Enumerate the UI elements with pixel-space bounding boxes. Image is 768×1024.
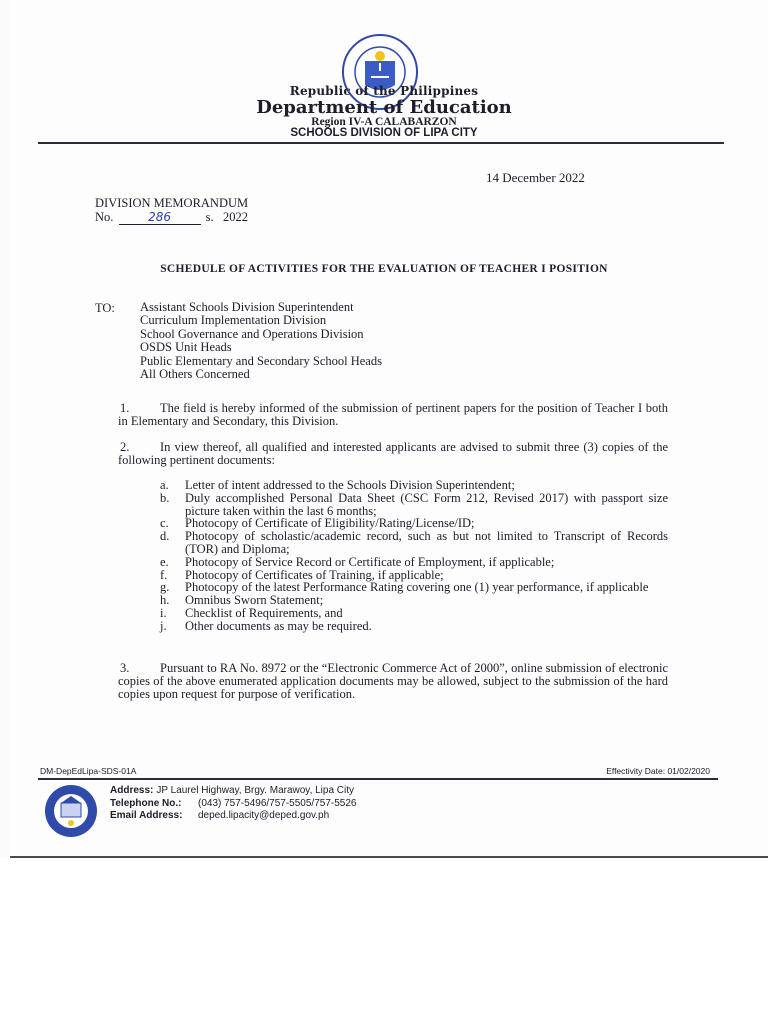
memo-series-year: 2022 [223, 210, 249, 224]
recipient-item: Curriculum Implementation Division [140, 313, 327, 328]
address-line [110, 785, 356, 798]
requirement-text: Other documents as may be required. [185, 618, 372, 633]
memo-subject: SCHEDULE OF ACTIVITIES FOR THE EVALUATION OF TEACHER I POSITION [160, 263, 608, 275]
division-heading: SCHOOLS DIVISION OF LIPA CITY [290, 127, 478, 139]
requirement-text: Omnibus Sworn Statement; [185, 593, 324, 608]
requirement-text: Photocopy of Certificates of Training, if applicable; [185, 567, 444, 582]
address-label: Address: [110, 785, 154, 796]
requirement-text: Photocopy of the latest Performance Rating covering one (1) year performance, if applicable [185, 580, 649, 595]
header-divider [38, 142, 724, 144]
requirement-letter: h. [160, 593, 170, 608]
recipient-item: All Others Concerned [140, 367, 250, 382]
memo-number-line [95, 210, 248, 225]
memo-date: 14 December 2022 [486, 170, 585, 185]
recipient-item: OSDS Unit Heads [140, 340, 232, 355]
requirement-letter: e. [160, 554, 169, 569]
requirement-item [160, 530, 668, 556]
requirement-text: Photocopy of Service Record or Certificate of Employment, if applicable; [185, 554, 555, 569]
to-label: TO: [95, 301, 115, 315]
requirement-letter: c. [160, 516, 169, 531]
paragraph-text: In view thereof, all qualified and interested applicants are advised to submit three (3) copies of the following pertinent documents: [118, 440, 668, 468]
paragraph-number: 1. [120, 401, 130, 415]
requirement-item [160, 556, 668, 569]
recipient-item: School Governance and Operations Division [140, 326, 364, 341]
email-line [110, 810, 356, 823]
memo-type: DIVISION MEMORANDUM [95, 196, 249, 210]
memo-number-prefix: No. [95, 210, 114, 224]
recipient-list [140, 301, 382, 381]
contact-info [110, 785, 356, 823]
department-heading: Department of Education [256, 97, 512, 118]
paragraph-text: The field is hereby informed of the submission of pertinent papers for the position of Teacher I both in Elementary and Secondary, this Division. [118, 401, 668, 429]
recipient-item: Public Elementary and Secondary School Heads [140, 353, 382, 368]
requirement-letter: b. [160, 490, 170, 505]
requirement-item [160, 479, 668, 492]
telephone-value: (043) 757-5496/757-5505/757-5526 [198, 797, 357, 809]
footer-divider [38, 778, 718, 780]
requirement-text: Checklist of Requirements, and [185, 605, 343, 620]
requirement-item [160, 607, 668, 620]
paragraph-1 [118, 402, 668, 428]
requirement-text: Duly accomplished Personal Data Sheet (CSC Form 212, Revised 2017) with passport size picture taken within the last 6 months; [185, 490, 668, 518]
requirement-letter: g. [160, 580, 170, 595]
republic-heading: Republic of the Philippines [289, 84, 479, 98]
effectivity-date: Effectivity Date: 01/02/2020 [606, 766, 710, 776]
memo-series-prefix: s. [205, 210, 214, 224]
paragraph-number: 3. [120, 661, 130, 675]
requirement-letter: i. [160, 605, 167, 620]
requirement-text: Photocopy of scholastic/academic record, such as but not limited to Transcript of Records (TOR) and Diploma; [185, 529, 668, 556]
telephone-line [110, 798, 356, 811]
document-code: DM-DepEdLipa-SDS-01A [40, 766, 137, 776]
paragraph-2 [118, 441, 668, 467]
paragraph-text: Pursuant to RA No. 8972 or the “Electronic Commerce Act of 2000”, online submission of electronic copies of the above enumerated application documents may be allowed, subject to the submission of the hard copies upon request for purpose of verification. [118, 661, 668, 702]
requirement-text: Photocopy of Certificate of Eligibility/Rating/License/ID; [185, 516, 475, 531]
requirement-item [160, 620, 668, 633]
telephone-label: Telephone No.: [110, 797, 182, 809]
requirement-letter: a. [160, 478, 169, 492]
requirement-text: Letter of intent addressed to the Schools Division Superintendent; [185, 478, 515, 492]
email-value: deped.lipacity@deped.gov.ph [198, 810, 330, 821]
division-seal-logo [37, 783, 105, 839]
address-value: JP Laurel Highway, Brgy. Marawoy, Lipa City [156, 785, 355, 796]
requirement-letter: f. [160, 567, 168, 582]
requirement-letter: j. [160, 618, 167, 633]
requirement-item [160, 492, 668, 518]
requirements-list [160, 479, 668, 633]
paragraph-number: 2. [120, 440, 130, 454]
recipient-item: Assistant Schools Division Superintendent [140, 300, 354, 314]
paragraph-3 [118, 662, 668, 702]
memo-number-handwritten: 286 [119, 210, 201, 225]
blank-scan-area [0, 858, 768, 1024]
requirement-letter: d. [160, 529, 170, 544]
email-label: Email Address: [110, 810, 183, 821]
region-heading: Region IV-A CALABARZON [311, 116, 457, 128]
